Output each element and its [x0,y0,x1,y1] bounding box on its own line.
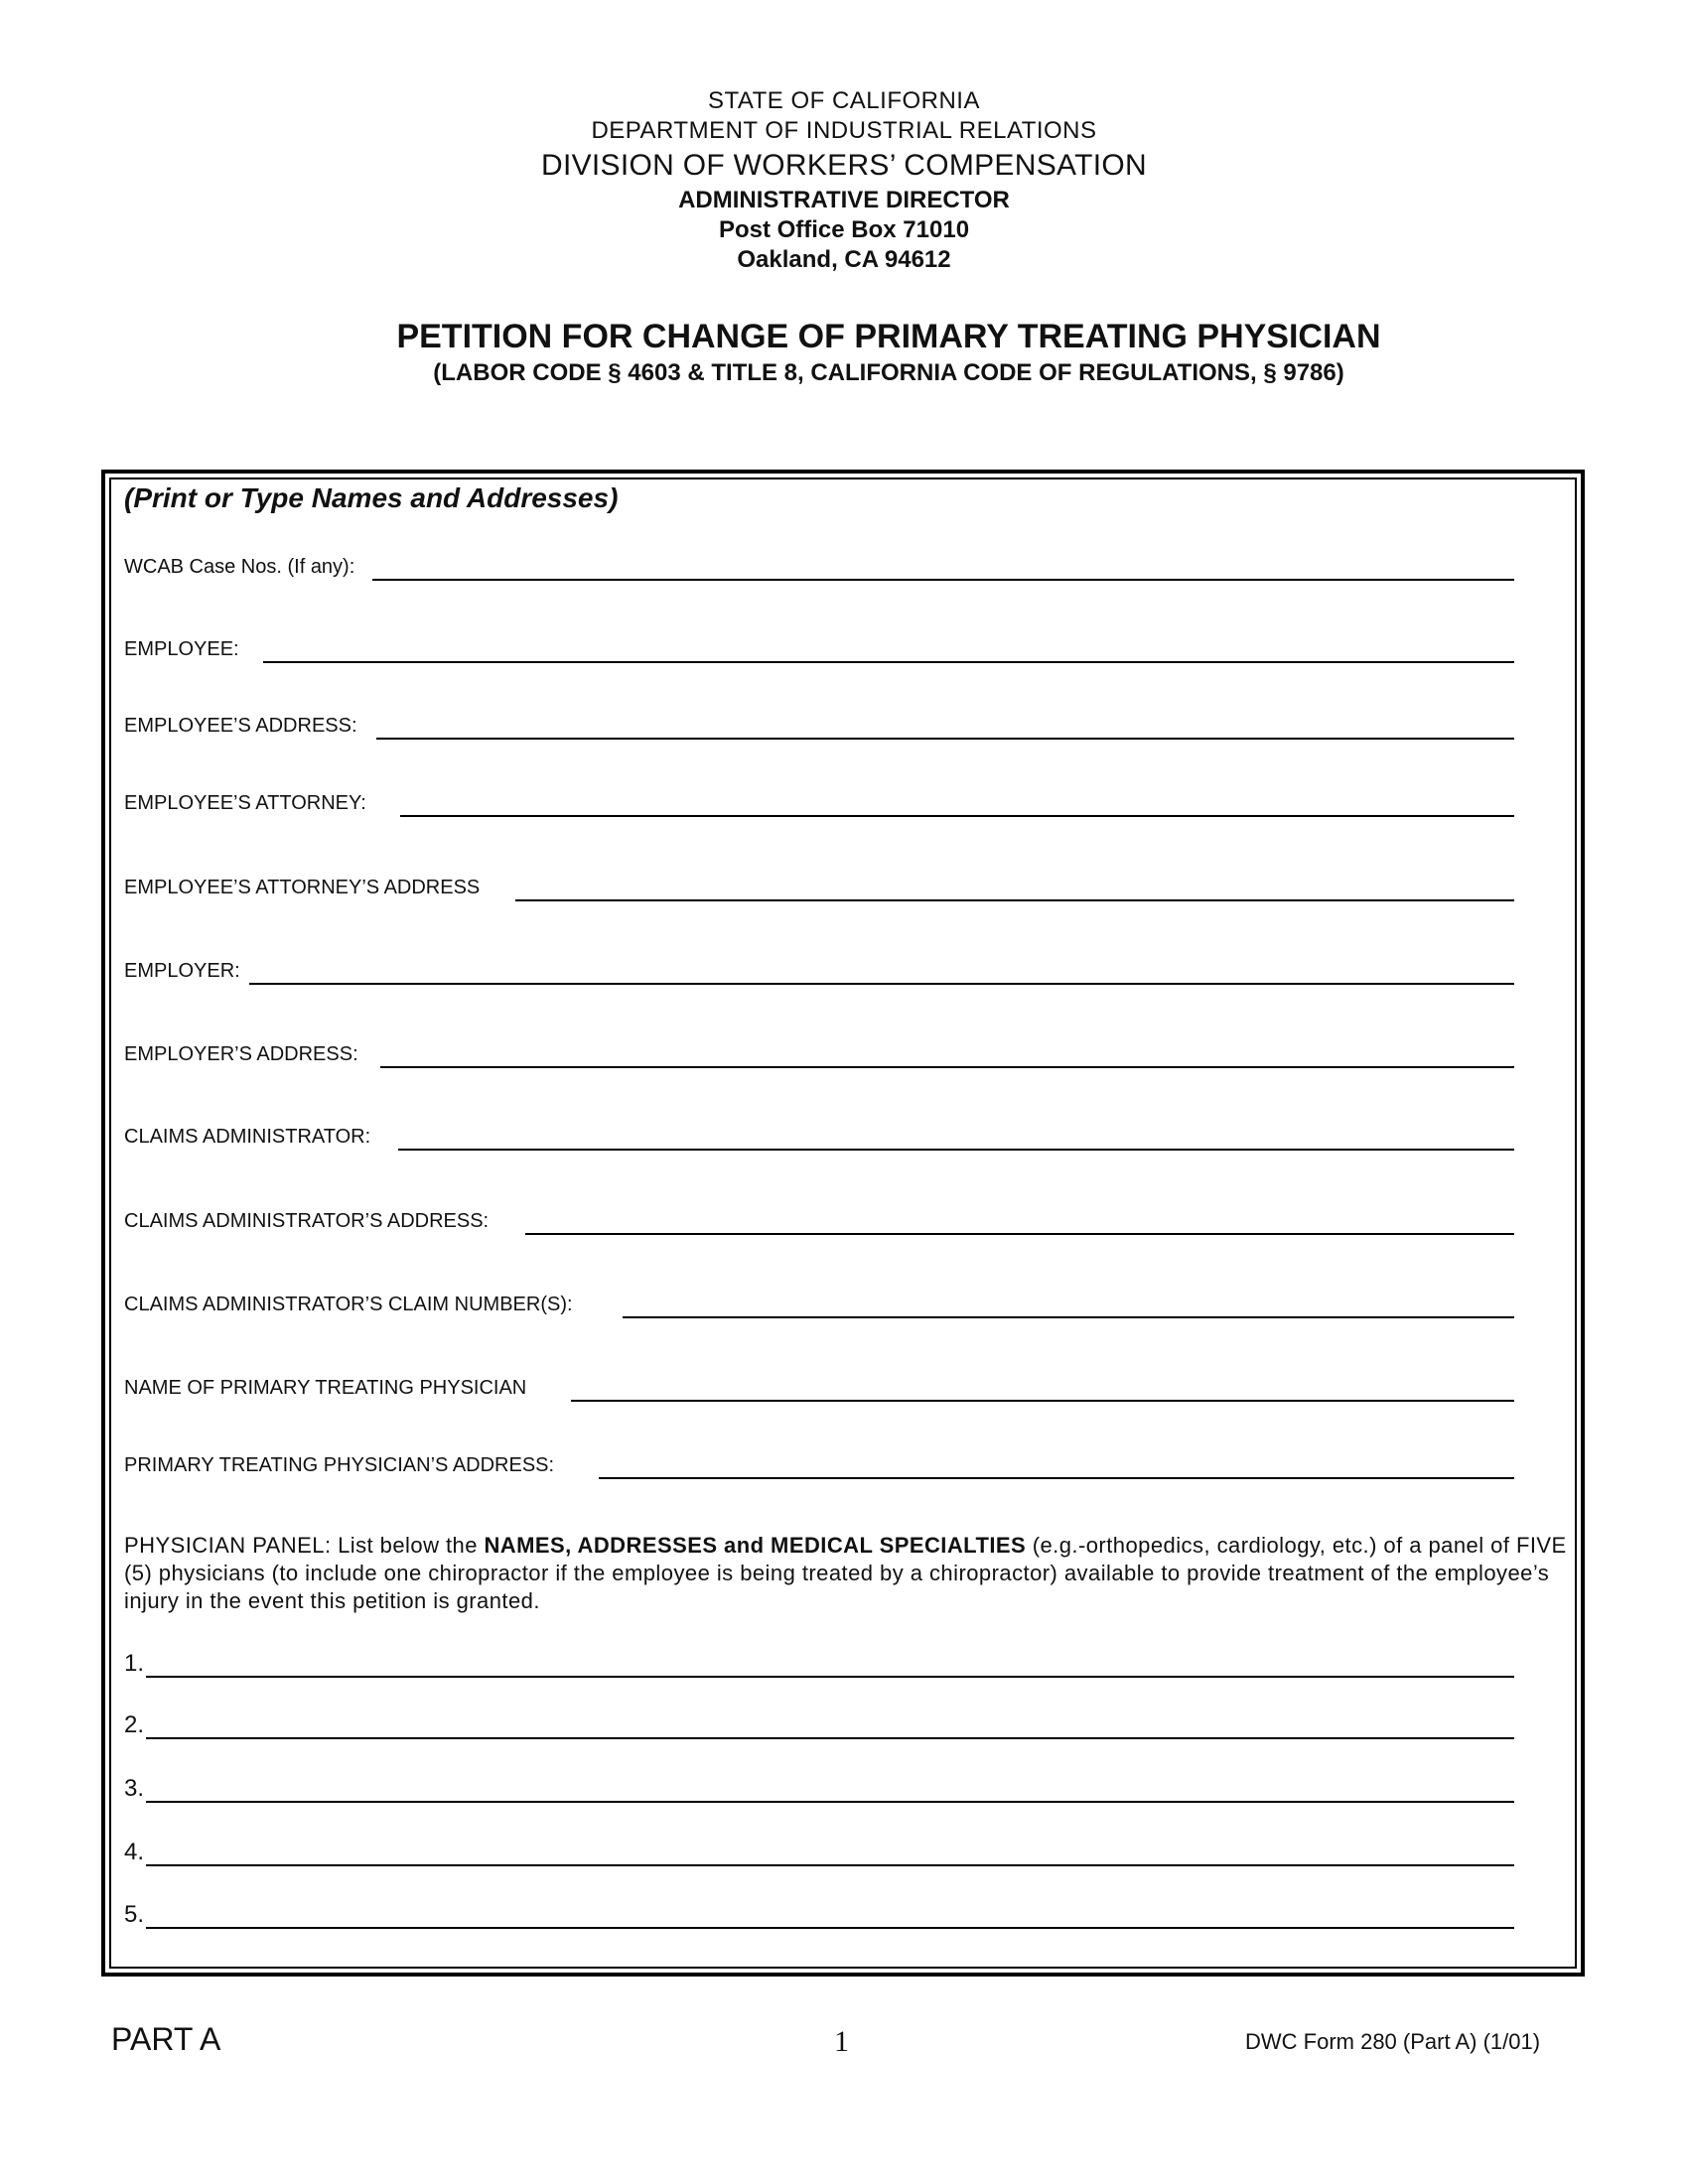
panel-bold-and: and [724,1533,772,1558]
employer-label: EMPLOYER: [124,960,240,982]
employee-address-field[interactable] [124,700,1514,740]
panel-lead-text: PHYSICIAN PANEL: List below the [124,1533,485,1558]
ptp-name-input-line[interactable] [571,1400,1514,1402]
panel-entry-1[interactable] [124,1638,1514,1678]
ptp-name-label: NAME OF PRIMARY TREATING PHYSICIAN [124,1377,527,1399]
claims-admin-address-field[interactable] [124,1195,1514,1235]
form-title: PETITION FOR CHANGE OF PRIMARY TREATING PHYSICIAN [396,318,1381,355]
panel-input-line[interactable] [146,1864,1514,1866]
claims-admin-claim-numbers-label: CLAIMS ADMINISTRATOR’S CLAIM NUMBER(S): [124,1294,573,1315]
employer-address-label: EMPLOYER’S ADDRESS: [124,1043,358,1065]
ptp-address-input-line[interactable] [599,1477,1514,1479]
claims-admin-field[interactable] [124,1111,1514,1151]
header-department: DEPARTMENT OF INDUSTRIAL RELATIONS [591,117,1097,144]
employee-address-input-line[interactable] [376,738,1514,740]
employee-attorney-field[interactable] [124,777,1514,817]
employee-label: EMPLOYEE: [124,638,239,660]
footer-page-number: 1 [834,2025,849,2058]
panel-number: 1. [124,1650,145,1677]
wcab-case-field[interactable] [124,541,1514,581]
panel-entry-4[interactable] [124,1827,1514,1866]
panel-entry-3[interactable] [124,1763,1514,1803]
form-instruction: (Print or Type Names and Addresses) [124,482,619,513]
panel-number: 5. [124,1901,145,1928]
claims-admin-address-label: CLAIMS ADMINISTRATOR’S ADDRESS: [124,1210,490,1232]
claims-admin-claim-numbers-field[interactable] [124,1279,1514,1318]
physician-panel-instructions [124,1532,1569,1615]
panel-rest-text: (e.g.-orthopedics, cardiology, etc.) of a panel of FIVE (5) physicians (to include one chiropractor if the employee is being treated by a chiropractor) available to provide treatment of the employee’s injury in the event this petition is granted. [124,1533,1567,1613]
panel-input-line[interactable] [146,1676,1514,1678]
employee-attorney-address-input-line[interactable] [515,899,1514,901]
panel-input-line[interactable] [146,1737,1514,1739]
employee-field[interactable] [124,623,1514,663]
header-director: ADMINISTRATIVE DIRECTOR [678,187,1010,213]
footer-part-label: PART A [111,2021,221,2057]
panel-bold-names: NAMES, ADDRESSES [484,1533,725,1558]
employee-address-label: EMPLOYEE’S ADDRESS: [124,715,357,737]
panel-bold-specialties: MEDICAL SPECIALTIES [771,1533,1027,1558]
header-po-box: Post Office Box 71010 [718,216,970,243]
ptp-address-label: PRIMARY TREATING PHYSICIAN’S ADDRESS: [124,1454,555,1476]
header-city: Oakland, CA 94612 [737,246,951,273]
claims-admin-label: CLAIMS ADMINISTRATOR: [124,1126,371,1148]
employee-attorney-label: EMPLOYEE’S ATTORNEY: [124,792,366,814]
claims-admin-input-line[interactable] [398,1149,1514,1151]
panel-entry-2[interactable] [124,1700,1514,1739]
claims-admin-claim-numbers-input-line[interactable] [623,1316,1514,1318]
panel-number: 2. [124,1711,145,1738]
panel-entry-5[interactable] [124,1889,1514,1929]
form-subtitle: (LABOR CODE § 4603 & TITLE 8, CALIFORNIA CODE OF REGULATIONS, § 9786) [433,359,1344,386]
ptp-address-field[interactable] [124,1439,1514,1479]
employer-address-field[interactable] [124,1028,1514,1068]
panel-number: 4. [124,1839,145,1865]
employer-field[interactable] [124,945,1514,985]
employer-address-input-line[interactable] [380,1066,1514,1068]
header-division: DIVISION OF WORKERS’ COMPENSATION [541,149,1147,182]
employee-attorney-address-label: EMPLOYEE’S ATTORNEY’S ADDRESS [124,877,481,898]
panel-input-line[interactable] [146,1801,1514,1803]
employee-input-line[interactable] [263,661,1514,663]
wcab-case-label: WCAB Case Nos. (If any): [124,556,355,578]
employee-attorney-address-field[interactable] [124,862,1514,901]
panel-input-line[interactable] [146,1927,1514,1929]
wcab-case-input-line[interactable] [372,579,1514,581]
header-state: STATE OF CALIFORNIA [708,87,980,114]
ptp-name-field[interactable] [124,1362,1514,1402]
employer-input-line[interactable] [249,983,1514,985]
employee-attorney-input-line[interactable] [400,815,1514,817]
claims-admin-address-input-line[interactable] [525,1233,1514,1235]
panel-number: 3. [124,1775,145,1802]
footer-form-id: DWC Form 280 (Part A) (1/01) [1245,2029,1541,2054]
